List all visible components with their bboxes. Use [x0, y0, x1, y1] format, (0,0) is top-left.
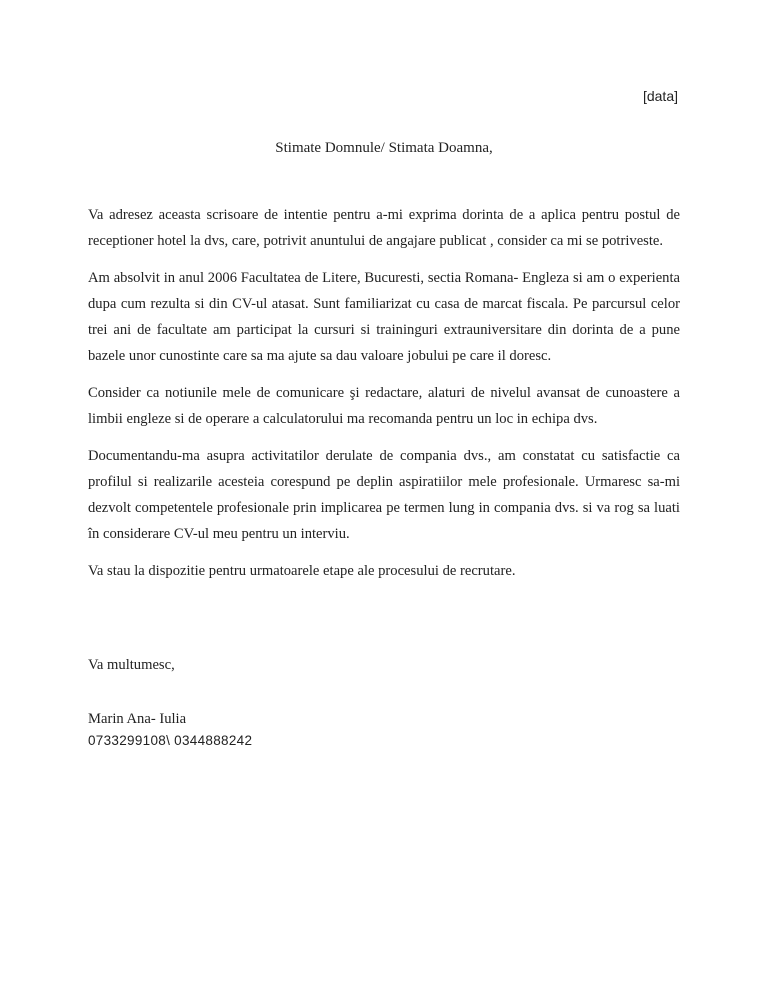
- body-paragraph: Documentandu-ma asupra activitatilor derulate de compania dvs., am constatat cu satisfactie ca profilul si realizarile acesteia corespund pe deplin aspiratiilor mele profesionale. Urmaresc sa-mi dezvolt competentele profesionale prin implicarea pe termen lung in compania dvs. si va rog sa luati în considerare CV-ul meu pentru un interviu.: [88, 448, 680, 542]
- signature-block: [88, 709, 252, 751]
- signature-phone: 0733299108\ 0344888242: [88, 733, 253, 748]
- letter-salutation: Stimate Domnule/ Stimata Doamna,: [275, 140, 493, 156]
- body-paragraph: Consider ca notiunile mele de comunicare şi redactare, alaturi de nivelul avansat de cunoastere a limbii engleze si de operare a calculatorului ma recomanda pentru un loc in echipa dvs.: [88, 385, 680, 427]
- letter-closing: Va multumesc,: [88, 657, 175, 673]
- signature-name: Marin Ana- Iulia: [88, 711, 187, 727]
- body-paragraph: Am absolvit in anul 2006 Facultatea de Litere, Bucuresti, sectia Romana- Engleza si am o experienta dupa cum rezulta si din CV-ul atasat. Sunt familiarizat cu casa de marcat fiscala. Pe parcursul celor trei ani de facultate am participat la cursuri si traininguri extrauniversitare din dorinta de a pune bazele unor cunostinte care sa ma ajute sa dau valoare jobului pe care il doresc.: [88, 270, 680, 364]
- letter-body: [88, 202, 680, 595]
- letter-date: [data]: [642, 88, 678, 104]
- body-paragraph: Va adresez aceasta scrisoare de intentie pentru a-mi exprima dorinta de a aplica pentru postul de receptioner hotel la dvs, care, potrivit anuntului de angajare publicat , consider ca mi se potriveste.: [88, 207, 680, 249]
- body-paragraph: Va stau la dispozitie pentru urmatoarele etape ale procesului de recrutare.: [88, 563, 516, 579]
